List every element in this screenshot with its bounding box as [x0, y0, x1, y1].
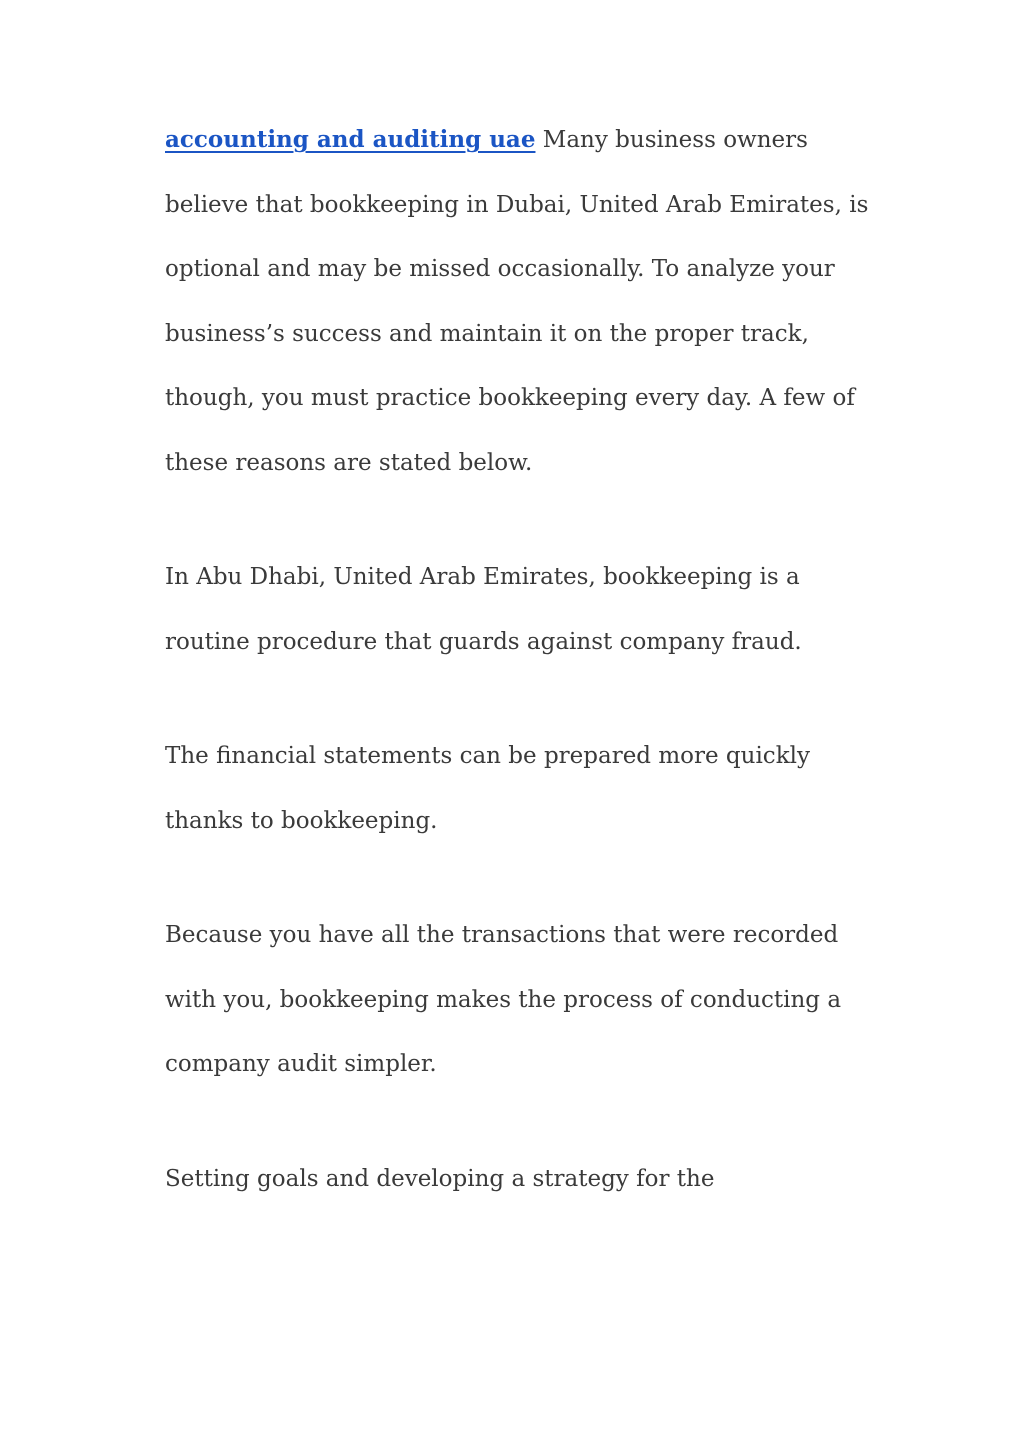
paragraph-spacer [165, 674, 865, 724]
paragraph-line: Setting goals and developing a strategy for the [165, 1165, 715, 1192]
paragraph-spacer [165, 1097, 865, 1147]
intro-line: though, you must practice bookkeeping every day. A few of [165, 385, 855, 411]
paragraph-financial-statements [165, 724, 865, 853]
paragraph-spacer [165, 853, 865, 903]
paragraph-line: with you, bookkeeping makes the process of conducting a [165, 986, 842, 1013]
accounting-auditing-link[interactable]: accounting and auditing uae [165, 126, 536, 153]
paragraph-line: company audit simpler. [165, 1051, 437, 1077]
intro-paragraph [165, 108, 869, 495]
intro-line: believe that bookkeeping in Dubai, United Arab Emirates, is [165, 191, 869, 218]
paragraph-line: Because you have all the transactions that were recorded [165, 922, 839, 948]
paragraph-line: routine procedure that guards against company fraud. [165, 628, 802, 655]
paragraph-line: In Abu Dhabi, United Arab Emirates, bookkeeping is a [165, 564, 800, 590]
intro-line-1 [165, 108, 865, 173]
paragraph-fraud [165, 545, 865, 674]
intro-line: these reasons are stated below. [165, 449, 533, 476]
document-body [165, 108, 869, 1211]
paragraph-line: The financial statements can be prepared more quickly [165, 743, 810, 769]
intro-line: optional and may be missed occasionally. To analyze your [165, 256, 835, 282]
paragraph-goals [165, 1147, 865, 1212]
intro-line-1-text: Many business owners [542, 127, 808, 153]
intro-line: business’s success and maintain it on the proper track, [165, 320, 809, 347]
paragraph-line: thanks to bookkeeping. [165, 807, 438, 834]
paragraph-spacer [165, 495, 865, 545]
paragraph-audit [165, 903, 865, 1097]
